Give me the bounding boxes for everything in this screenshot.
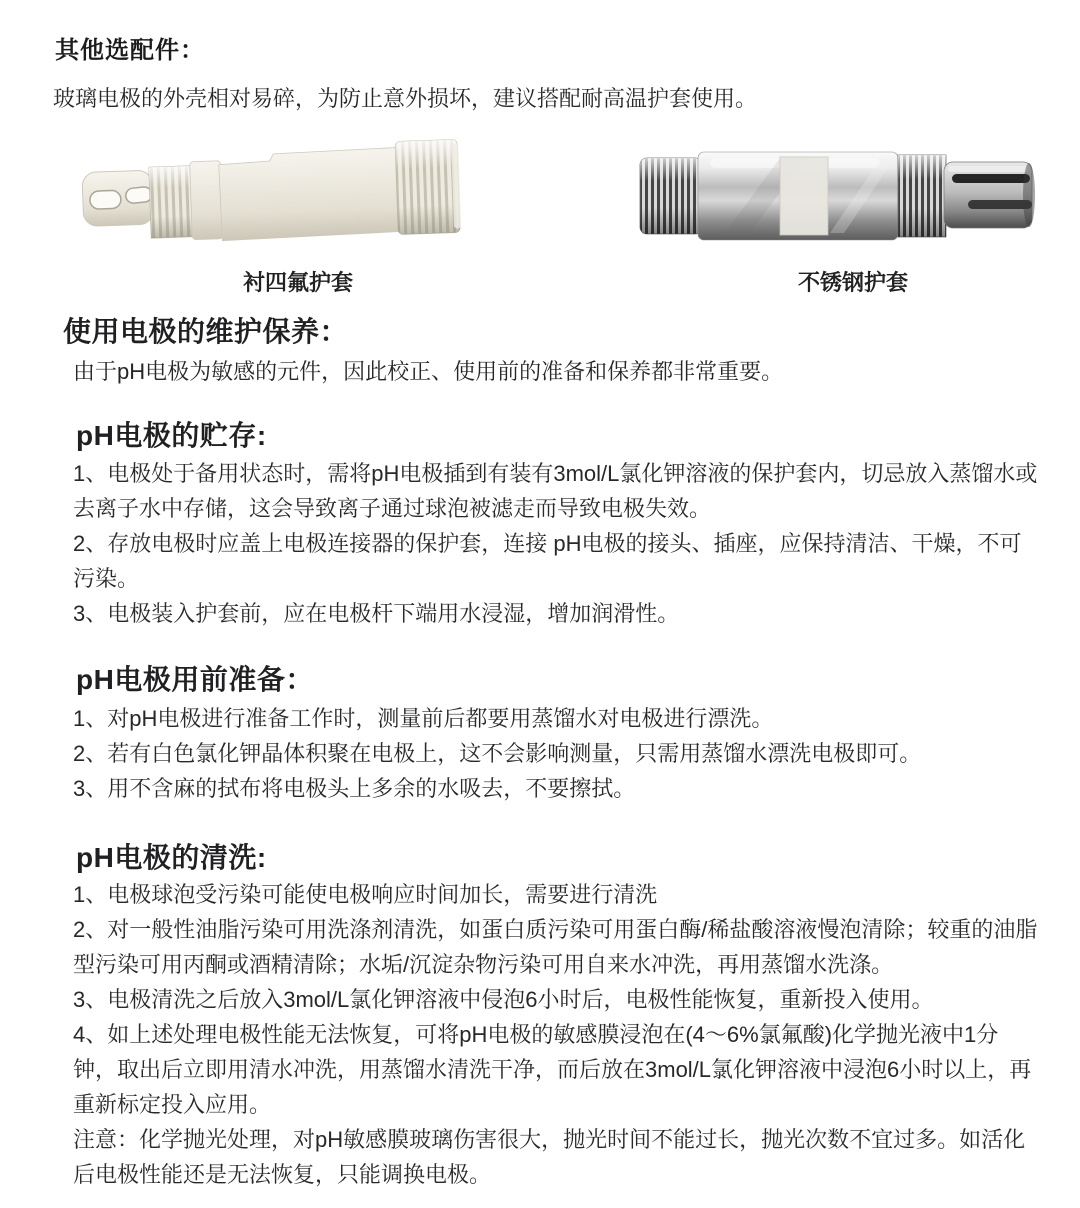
preparation-heading: pH电极用前准备： (76, 664, 314, 695)
list-item: 1、电极处于备用状态时，需将pH电极插到有装有3mol/L氯化钾溶液的保护套内，切忌放入蒸馏水或去离子水中存储，这会导致离子通过球泡被滤走而导致电极失效。 (73, 461, 1038, 521)
cleaning-list (73, 877, 1038, 1192)
list-item: 3、电极清洗之后放入3mol/L氯化钾溶液中侵泡6小时后，电极性能恢复，重新投入使用。 (73, 987, 934, 1012)
storage-list (73, 456, 1038, 631)
stainless-sleeve-photo (630, 138, 1040, 263)
page-title: 其他选配件： (55, 37, 205, 64)
cleaning-heading: pH电极的清洗: (76, 842, 267, 873)
preparation-list (73, 701, 1038, 806)
maintenance-heading: 使用电极的维护保养： (63, 316, 349, 347)
list-item: 2、对一般性油脂污染可用洗涤剂清洗，如蛋白质污染可用蛋白酶/稀盐酸溶液慢泡清除；较重的油脂型污染可用丙酮或酒精清除；水垢/沉淀杂物污染可用自来水冲洗，再用蒸馏水洗涤。 (73, 917, 1038, 977)
stainless-sleeve-image (630, 138, 1040, 263)
list-item: 2、存放电极时应盖上电极连接器的保护套，连接 pH电极的接头、插座，应保持清洁、干燥，不可污染。 (73, 531, 1022, 591)
list-item: 1、对pH电极进行准备工作时，测量前后都要用蒸馏水对电极进行漂洗。 (73, 706, 774, 731)
list-item: 4、如上述处理电极性能无法恢复，可将pH电极的敏感膜浸泡在(4～6%氯氟酸)化学抛光液中1分钟，取出后立即用清水冲洗，用蒸馏水清洗干净，而后放在3mol/L氯化钾溶液中浸泡6小时以上，再重新标定投入应用。 (73, 1022, 1032, 1117)
list-item: 3、用不含麻的拭布将电极头上多余的水吸去，不要擦拭。 (73, 776, 636, 801)
ptfe-sleeve-photo (70, 133, 470, 268)
list-item: 1、电极球泡受污染可能使电极响应时间加长，需要进行清洗 (73, 882, 658, 907)
intro-text: 玻璃电极的外壳相对易碎，为防止意外损坏，建议搭配耐高温护套使用。 (53, 86, 758, 111)
ptfe-sleeve-caption: 衬四氟护套 (242, 270, 353, 295)
note-text: 注意：化学抛光处理，对pH敏感膜玻璃伤害很大，抛光时间不能过长，抛光次数不宜过多。如活化后电极性能还是无法恢复，只能调换电极。 (73, 1127, 1026, 1187)
storage-heading: pH电极的贮存: (76, 420, 267, 451)
list-item: 3、电极装入护套前，应在电极杆下端用水浸湿，增加润滑性。 (73, 601, 680, 626)
maintenance-body: 由于pH电极为敏感的元件，因此校正、使用前的准备和保养都非常重要。 (73, 359, 784, 384)
ptfe-sleeve-image (70, 133, 470, 268)
list-item: 2、若有白色氯化钾晶体积聚在电极上，这不会影响测量，只需用蒸馏水漂洗电极即可。 (73, 741, 922, 766)
stainless-sleeve-caption: 不锈钢护套 (797, 270, 908, 295)
